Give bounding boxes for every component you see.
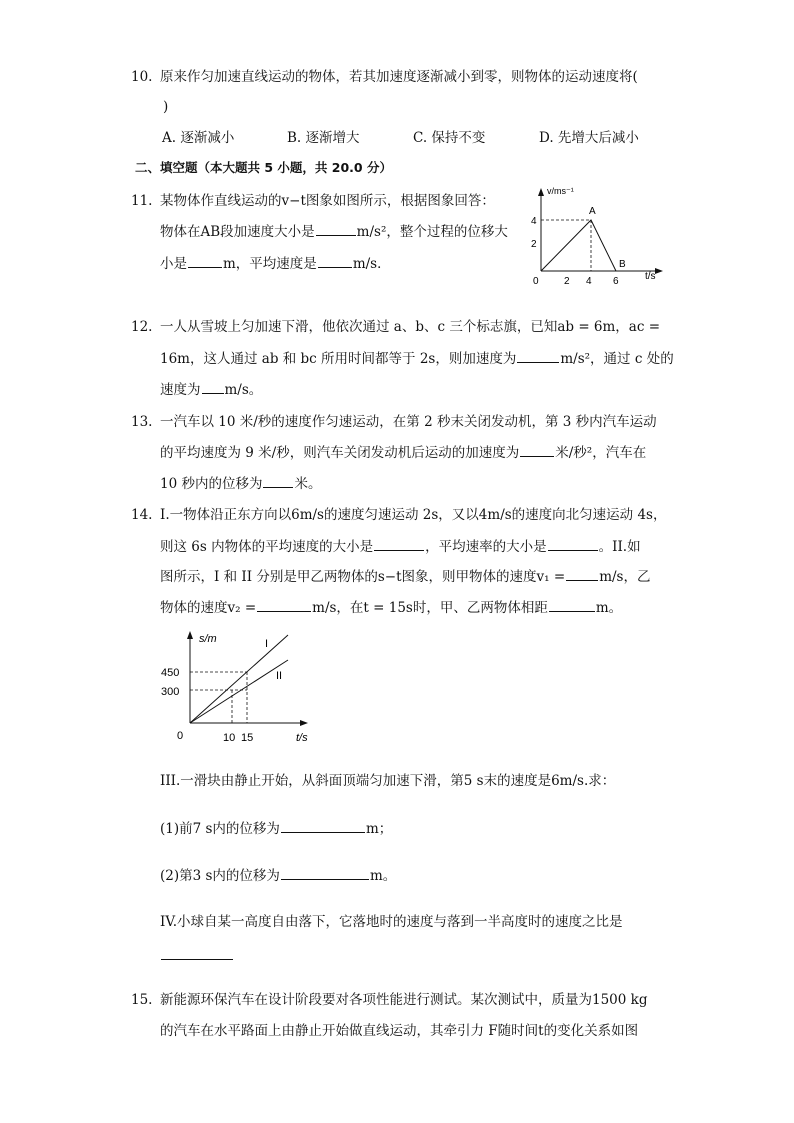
option-a: A. 逐渐减小 [162, 130, 235, 146]
x-tick: 4 [586, 276, 592, 287]
question-text: 10 秒内的位移为 米。 [160, 473, 321, 494]
question-text: 一汽车以 10 米/秒的速度作匀速运动，在第 2 秒末关闭发动机，第 3 秒内汽车运动 [160, 414, 657, 430]
y-axis-label: v/ms⁻¹ [547, 186, 574, 196]
part-4-text: IV.小球自某一高度自由落下，它落地时的速度与落到一半高度时的速度之比是 [160, 914, 623, 930]
question-text: ) [163, 99, 169, 115]
x-tick: 6 [613, 276, 619, 287]
point-a-label: A [589, 206, 596, 217]
st-graph [155, 625, 330, 750]
answer-blank [281, 865, 369, 880]
x-tick: 10 [223, 732, 236, 744]
answer-blank [188, 253, 222, 268]
answer-blank [566, 566, 598, 581]
vt-graph [525, 183, 675, 289]
origin-label: 0 [177, 730, 184, 742]
answer-blank [549, 597, 595, 612]
question-number: 14. [131, 507, 153, 523]
option-d: D. 先增大后减小 [539, 130, 639, 146]
question-number: 10. [131, 69, 153, 85]
question-number: 12. [131, 319, 153, 335]
point-b-label: B [619, 259, 626, 270]
question-text: 物体在AB段加速度大小是 m/s²，整个过程的位移大 [160, 221, 508, 242]
part-3-q2: (2)第3 s内的位移为 m。 [160, 865, 396, 886]
question-text: 小是 m，平均速度是 m/s． [160, 253, 391, 274]
option-c: C. 保持不变 [413, 130, 486, 146]
answer-blank [517, 348, 559, 363]
x-axis-label: t/s [645, 271, 656, 282]
answer-blank [257, 597, 311, 612]
question-text: 速度为 m/s。 [160, 379, 262, 400]
y-tick: 2 [531, 239, 537, 250]
line-ii-label: II [276, 670, 283, 682]
question-text: 原来作匀加速直线运动的物体，若其加速度逐渐减小到零，则物体的运动速度将( [160, 69, 638, 85]
x-axis-label: t/s [296, 732, 308, 744]
answer-blank [374, 536, 424, 551]
option-b: B. 逐渐增大 [287, 130, 360, 146]
y-tick: 450 [161, 667, 180, 679]
question-text: 一人从雪坡上匀加速下滑，他依次通过 a、b、c 三个标志旗，已知ab = 6m，ac = [160, 319, 661, 335]
question-text: I.一物体沿正东方向以6m/s的速度匀速运动 2s，又以4m/s的速度向北匀速运动 4s， [160, 507, 667, 523]
question-text: 则这 6s 内物体的平均速度的大小是 ，平均速率的大小是 。II.如 [160, 536, 641, 557]
question-text: 16m，这人通过 ab 和 bc 所用时间都等于 2s，则加速度为 m/s²，通过 c 处的 [160, 348, 674, 369]
part-3-text: III.一滑块由静止开始，从斜面顶端匀加速下滑，第5 s末的速度是6m/s.求： [160, 773, 616, 789]
question-text: 物体的速度v₂ = m/s，在t = 15s时，甲、乙两物体相距 m。 [160, 597, 622, 618]
y-axis-label: s/m [199, 633, 217, 645]
question-text: 新能源环保汽车在设计阶段要对各项性能进行测试。某次测试中，质量为1500 kg [160, 992, 648, 1008]
y-tick: 300 [161, 686, 180, 698]
answer-blank [202, 379, 224, 394]
origin-label: 0 [533, 276, 539, 287]
question-number: 13. [131, 414, 153, 430]
question-text: 的汽车在水平路面上由静止开始做直线运动，其牵引力 F随时间t的变化关系如图 [160, 1023, 639, 1039]
answer-blank [520, 442, 554, 457]
answer-blank [161, 945, 233, 960]
question-text: 的平均速度为 9 米/秒，则汽车关闭发动机后运动的加速度为 米/秒²，汽车在 [160, 442, 646, 463]
vt-line [541, 220, 616, 271]
x-tick: 2 [564, 276, 570, 287]
answer-blank [316, 221, 356, 236]
x-tick: 15 [241, 732, 254, 744]
question-number: 11. [131, 193, 153, 209]
section-title: 二、填空题（本大题共 5 小题，共 20.0 分） [135, 160, 392, 175]
question-text: 图所示，I 和 II 分别是甲乙两物体的s−t图象，则甲物体的速度v₁ = m/s，乙 [160, 566, 650, 587]
question-text: 某物体作直线运动的v−t图象如图所示，根据图象回答： [160, 193, 495, 209]
y-tick: 4 [531, 216, 537, 227]
line-i-label: I [265, 638, 269, 650]
line-i [190, 635, 288, 723]
question-number: 15. [131, 992, 153, 1008]
part-3-q1: (1)前7 s内的位移为 m； [160, 818, 392, 839]
answer-blank [548, 536, 598, 551]
answer-blank [281, 818, 365, 833]
answer-blank [318, 253, 352, 268]
answer-blank [263, 473, 293, 488]
line-ii [190, 660, 288, 723]
